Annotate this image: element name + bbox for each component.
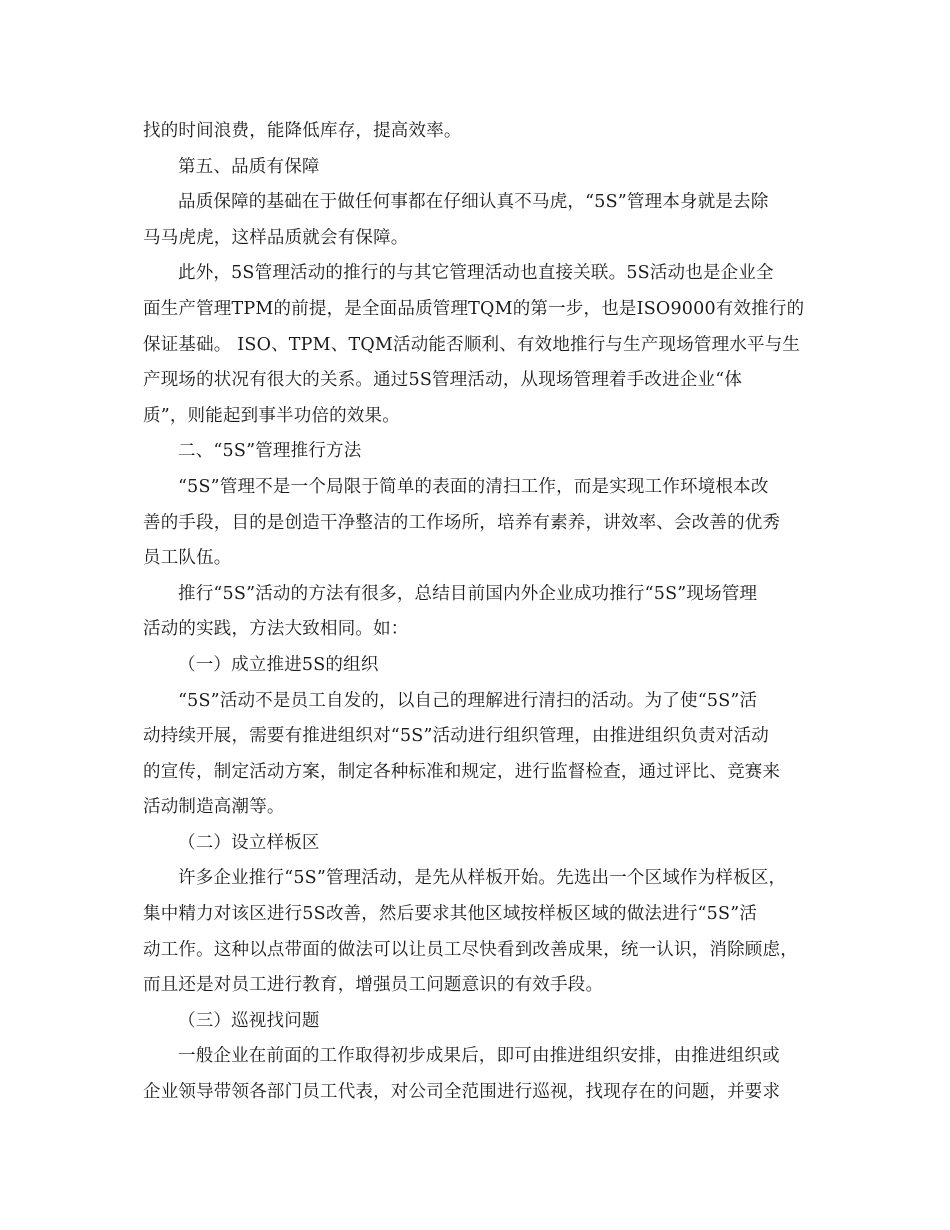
subsection-heading: （三）巡视找问题: [178, 1010, 320, 1031]
subsection-heading: （二）设立样板区: [178, 832, 320, 853]
paragraph-line: 活动制造高潮等。: [143, 797, 285, 818]
paragraph-line: 善的手段，目的是创造干净整洁的工作场所，培养有素养，讲效率、会改善的优秀: [143, 512, 781, 533]
paragraph-line: 的宣传，制定活动方案，制定各种标准和规定，进行监督检查，通过评比、竞赛来: [143, 761, 781, 782]
paragraph-line: 动持续开展，需要有推进组织对“5S”活动进行组织管理，由推进组织负责对活动: [143, 726, 769, 747]
paragraph-line: 找的时间浪费，能降低库存，提高效率。: [143, 121, 462, 141]
paragraph-line: 质”，则能起到事半功倍的效果。: [143, 405, 400, 426]
paragraph-line: 许多企业推行“5S”管理活动，是先从样板开始。先选出一个区域作为样板区，: [178, 868, 787, 889]
paragraph-line: 保证基础。 ISO、TPM、TQM活动能否顺利、有效地推行与生产现场管理水平与生: [143, 334, 801, 355]
paragraph-line: 产现场的状况有很大的关系。通过5S管理活动，从现场管理着手改进企业“体: [143, 370, 743, 391]
paragraph-line: 一般企业在前面的工作取得初步成果后，即可由推进组织安排，由推进组织或: [178, 1046, 780, 1067]
paragraph-line: “5S”管理不是一个局限于简单的表面的清扫工作，而是实现工作环境根本改: [178, 476, 769, 497]
paragraph-line: 企业领导带领各部门员工代表，对公司全范围进行巡视，找现存在的问题，并要求: [143, 1082, 781, 1103]
subsection-heading: （一）成立推进5S的组织: [178, 654, 379, 675]
paragraph-line: 动工作。这种以点带面的做法可以让员工尽快看到改善成果，统一认识，消除顾虑，: [143, 939, 798, 960]
paragraph-line: 员工队伍。: [143, 548, 232, 569]
section-heading: 第五、品质有保障: [178, 156, 320, 177]
section-heading: 二、“5S”管理推行方法: [178, 441, 362, 462]
paragraph-line: 此外，5S管理活动的推行的与其它管理活动也直接关联。5S活动也是企业全: [178, 263, 774, 284]
paragraph-line: 推行“5S”活动的方法有很多，总结目前国内外企业成功推行“5S”现场管理: [178, 583, 758, 604]
body-text: [143, 114, 815, 1111]
paragraph-line: “5S”活动不是员工自发的，以自己的理解进行清扫的活动。为了使“5S”活: [178, 690, 758, 711]
paragraph-line: 品质保障的基础在于做任何事都在仔细认真不马虎，“5S”管理本身就是去除: [178, 192, 769, 213]
paragraph-line: 而且还是对员工进行教育，增强员工问题意识的有效手段。: [143, 975, 604, 996]
paragraph-line: 马马虎虎，这样品质就会有保障。: [143, 227, 409, 248]
paragraph-line: 面生产管理TPM的前提，是全面品质管理TQM的第一步，也是ISO9000有效推行的: [143, 298, 805, 319]
paragraph-line: 集中精力对该区进行5S改善，然后要求其他区域按样板区域的做法进行“5S”活: [143, 904, 758, 925]
paragraph-line: 活动的实践，方法大致相同。如：: [143, 619, 409, 640]
